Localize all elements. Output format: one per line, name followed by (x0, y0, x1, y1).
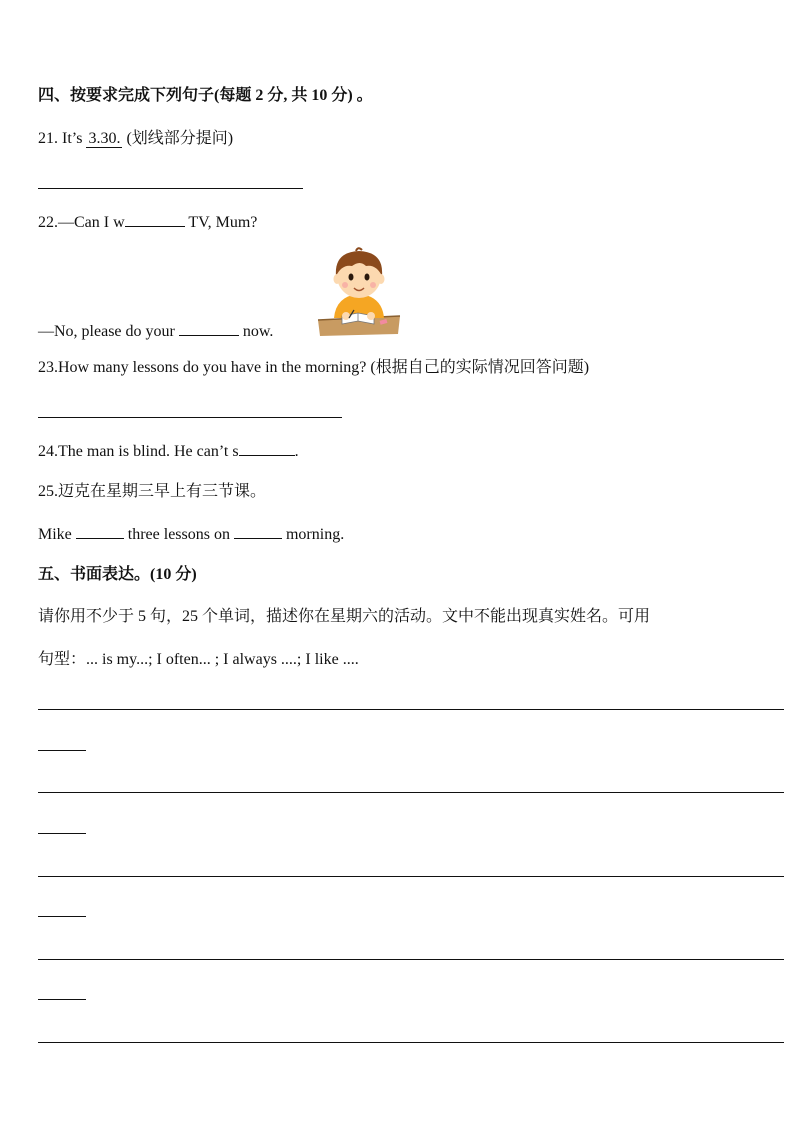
q21-suffix: (划线部分提问) (122, 130, 234, 147)
q25-blank-1[interactable] (76, 524, 124, 539)
question-25-english (38, 524, 344, 545)
q25-part3: morning. (281, 526, 345, 543)
q21-answer-line[interactable] (38, 188, 303, 189)
q22-blank-1[interactable] (125, 212, 185, 227)
writing-line[interactable] (38, 1042, 784, 1043)
writing-line-short[interactable] (38, 833, 86, 834)
q22-reply-suffix: now. (238, 323, 274, 340)
q21-underlined-answer: 3.30. (88, 130, 121, 147)
q24-prefix: 24.The man is blind. He can’t s (38, 443, 239, 460)
q22-blank-2[interactable] (179, 321, 239, 336)
writing-line-short[interactable] (38, 999, 86, 1000)
q25-part1: Mike (38, 526, 76, 543)
question-21 (38, 129, 233, 149)
question-22-reply (38, 321, 273, 342)
q22-reply-prefix: —No, please do your (38, 323, 179, 340)
boy-doing-homework-icon (316, 246, 402, 336)
writing-prompt-line-2: 句型：... is my...; I often... ; I always ....; I like .... (38, 651, 359, 668)
writing-prompt-line-1: 请你用不少于 5 句，25 个单词，描述你在星期六的活动。文中不能出现真实姓名。可用 (38, 608, 651, 625)
section-5-title: 五、书面表达。(10 分) (38, 566, 197, 583)
q21-prefix: 21. It’s (38, 130, 87, 147)
writing-line[interactable] (38, 709, 784, 710)
q24-suffix: . (294, 443, 299, 460)
q22-prefix: 22.—Can I w (38, 214, 125, 231)
question-25-chinese: 25.迈克在星期三早上有三节课。 (38, 483, 267, 500)
q23-answer-line[interactable] (38, 417, 342, 418)
q22-suffix: TV, Mum? (184, 214, 258, 231)
q24-blank[interactable] (239, 441, 295, 456)
writing-line-short[interactable] (38, 916, 86, 917)
writing-line[interactable] (38, 876, 784, 877)
question-24 (38, 441, 299, 462)
question-22 (38, 212, 257, 233)
writing-line[interactable] (38, 959, 784, 960)
writing-line[interactable] (38, 792, 784, 793)
q25-part2: three lessons on (123, 526, 234, 543)
writing-line-short[interactable] (38, 750, 86, 751)
question-23: 23.How many lessons do you have in the morning? (根据自己的实际情况回答问题) (38, 359, 590, 376)
q25-blank-2[interactable] (234, 524, 282, 539)
section-4-title: 四、按要求完成下列句子(每题 2 分, 共 10 分) 。 (38, 87, 373, 104)
